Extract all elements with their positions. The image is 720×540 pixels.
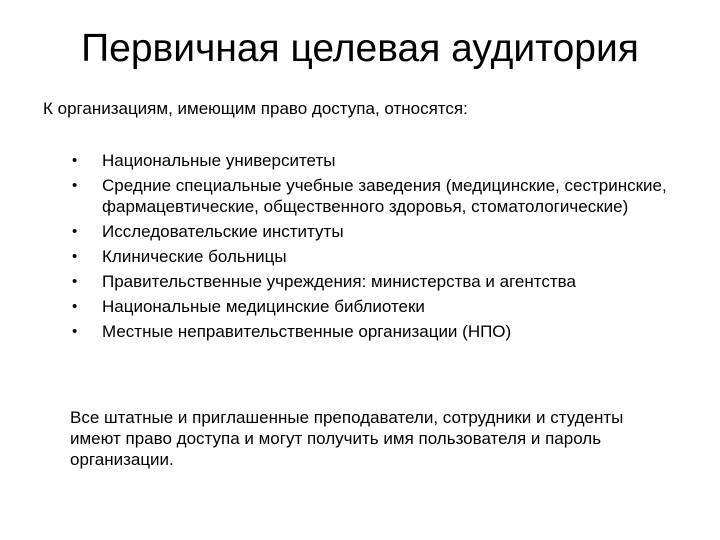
- list-item-text: Национальные медицинские библиотеки: [102, 297, 425, 316]
- bullet-icon: •: [72, 323, 78, 340]
- intro-text: К организациям, имеющим право доступа, относятся:: [43, 99, 468, 118]
- list-item: [72, 321, 672, 342]
- list-item: [72, 246, 672, 267]
- list-item-text: Исследовательские институты: [102, 222, 344, 241]
- footer-text: Все штатные и приглашенные преподаватели, сотрудники и студенты имеют право доступа и могут получить имя пользователя и пароль организации.: [70, 408, 624, 469]
- list-item-text: Средние специальные учебные заведения (медицинские, сестринские, фармацевтические, общественного здоровья, стоматологические): [102, 176, 667, 216]
- bullet-icon: •: [72, 248, 78, 265]
- slide-title: Первичная целевая аудитория: [81, 27, 639, 70]
- list-item-text: Клинические больницы: [102, 247, 287, 266]
- bullet-icon: •: [72, 273, 78, 290]
- bullet-icon: •: [72, 177, 78, 194]
- list-item: [72, 271, 672, 292]
- list-item: [72, 221, 672, 242]
- list-item: [72, 175, 672, 217]
- list-item-text: Национальные университеты: [102, 151, 336, 170]
- list-item: [72, 296, 672, 317]
- bullet-icon: •: [72, 298, 78, 315]
- list-item: [72, 150, 672, 171]
- list-item-text: Правительственные учреждения: министерства и агентства: [102, 272, 576, 291]
- list-item-text: Местные неправительственные организации (НПО): [102, 322, 512, 341]
- bullet-list: [72, 150, 672, 346]
- bullet-icon: •: [72, 223, 78, 240]
- bullet-icon: •: [72, 152, 78, 169]
